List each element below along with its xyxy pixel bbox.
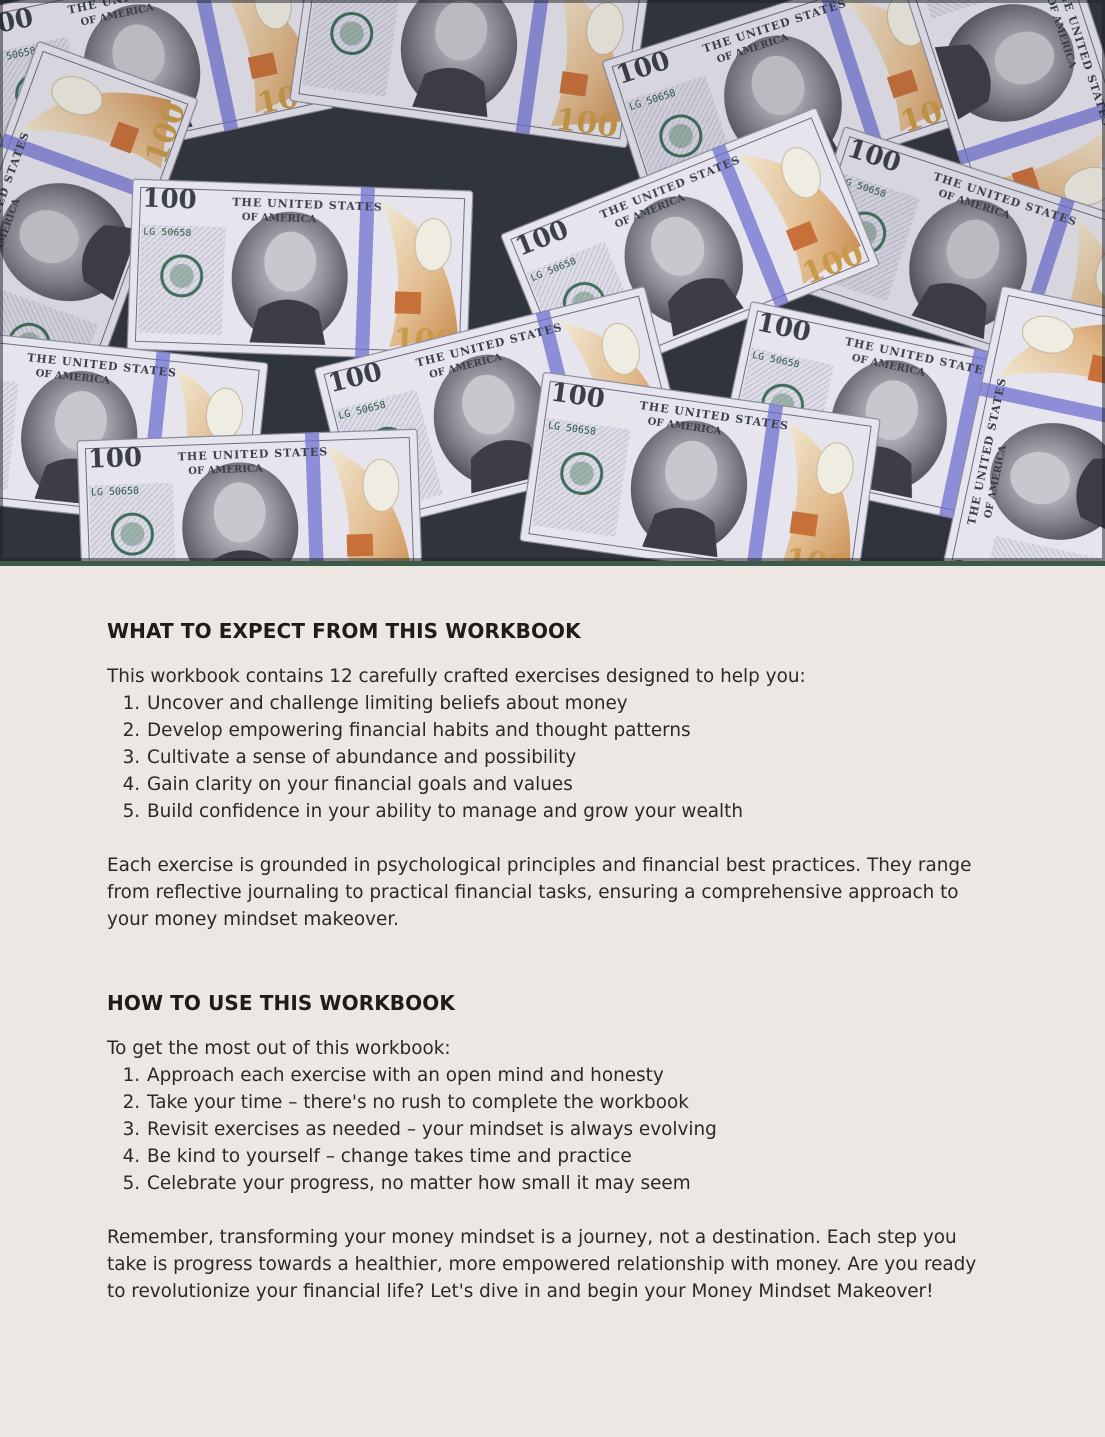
section-paragraph: Each exercise is grounded in psychological principles and financial best practices. They range from reflective journaling to practical financial tasks, ensuring a comprehensive approach to your money mindset makeover. (107, 855, 972, 930)
list-item: 3. Revisit exercises as needed – your mindset is always evolving (146, 1116, 997, 1143)
usage-tips-list (107, 1062, 997, 1197)
section-what-to-expect (107, 617, 997, 933)
content (107, 617, 997, 1305)
list-item: 2. Develop empowering financial habits and thought patterns (146, 717, 997, 744)
list-item: 2. Take your time – there's no rush to complete the workbook (146, 1089, 997, 1116)
list-item: 5. Build confidence in your ability to manage and grow your wealth (146, 798, 997, 825)
list-item: 4. Be kind to yourself – change takes time and practice (146, 1143, 997, 1170)
list-item: 3. Cultivate a sense of abundance and possibility (146, 744, 997, 771)
list-item: 1. Uncover and challenge limiting beliefs about money (146, 690, 997, 717)
section-how-to-use (107, 989, 997, 1305)
closing-paragraph: Remember, transforming your money mindset is a journey, not a destination. Each step you take is progress towards a healthier, more empowered relationship with money. Are you ready to revolutionize your financial life? Let's dive in and begin your Money Mindset Makeover! (107, 1227, 977, 1302)
section-intro: To get the most out of this workbook: (107, 1038, 451, 1059)
section-heading: HOW TO USE THIS WORKBOOK (107, 991, 455, 1015)
expectations-list (107, 690, 997, 825)
list-item: 5. Celebrate your progress, no matter how small it may seem (146, 1170, 997, 1197)
hero-money-image (0, 0, 1105, 561)
section-intro: This workbook contains 12 carefully crafted exercises designed to help you: (107, 666, 806, 687)
banknotes-illustration (0, 0, 1105, 561)
hero-divider (0, 561, 1105, 566)
section-heading: WHAT TO EXPECT FROM THIS WORKBOOK (107, 619, 581, 643)
list-item: 1. Approach each exercise with an open mind and honesty (146, 1062, 997, 1089)
list-item: 4. Gain clarity on your financial goals and values (146, 771, 997, 798)
